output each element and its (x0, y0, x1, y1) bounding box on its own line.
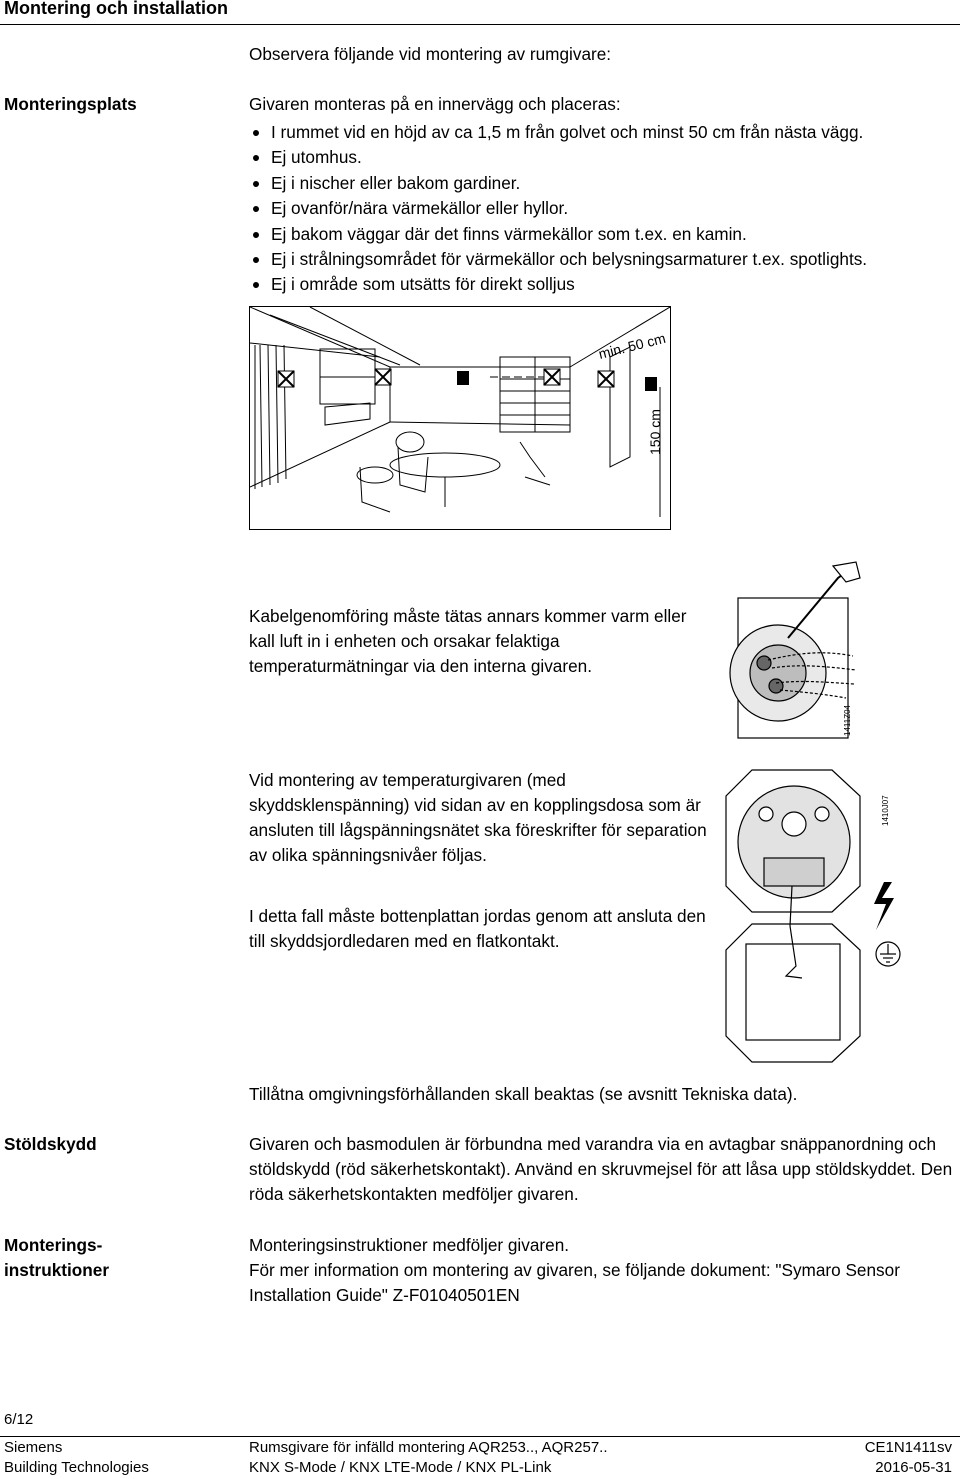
list-item: I rummet vid en höjd av ca 1,5 m från golvet och minst 50 cm från nästa vägg. (249, 120, 949, 145)
list-item: Ej utomhus. (249, 145, 949, 170)
intro-text: Observera följande vid montering av rumgivare: (249, 44, 612, 64)
cable-seal-text: Kabelgenomföring måste tätas annars kommer varm eller kall luft in i enheten och orsakar felaktiga temperaturmätningar via den interna givaren. (249, 606, 687, 676)
ambient-text: Tillåtna omgivningsförhållanden skall beaktas (se avsnitt Tekniska data). (249, 1084, 798, 1104)
list-item: Ej bakom väggar där det finns värmekällor som t.ex. en kamin. (249, 222, 949, 247)
footer-division: Building Technologies (4, 1459, 149, 1476)
footer-modes: KNX S-Mode / KNX LTE-Mode / KNX PL-Link (249, 1459, 552, 1476)
figure-code: 1410J07 (881, 795, 890, 826)
cable-seal-drawing (728, 558, 866, 756)
page-number: 6/12 (4, 1411, 34, 1428)
side-label-theft: Stöldskydd (4, 1134, 97, 1154)
footer-product: Rumsgivare för infälld montering AQR253.., AQR257.. (249, 1439, 608, 1456)
list-item: Ej ovanför/nära värmekällor eller hyllor. (249, 196, 949, 221)
footer-company: Siemens (4, 1439, 63, 1456)
theft-text: Givaren och basmodulen är förbundna med varandra via en avtagbar snäppanordning och stöldskydd (röd säkerhetskontakt). Använd en skruvmejsel för att låsa upp stöldskyddet. Den röda säkerhetskontakten medföljer givaren. (249, 1134, 953, 1204)
list-item: Ej i område som utsätts för direkt solljus (249, 272, 949, 297)
room-placement-figure (249, 306, 671, 530)
list-item: Ej i strålningsområdet för värmekällor och belysningsarmaturer t.ex. spotlights. (249, 247, 949, 272)
figure-code: 1411Z04 (843, 705, 852, 736)
instructions-line: Monteringsinstruktioner medföljer givaren. (249, 1235, 570, 1255)
side-label-montering: Monteringsplats (4, 94, 137, 114)
footer-date: 2016-05-31 (875, 1459, 952, 1476)
instructions-reference: För mer information om montering av givaren, se följande dokument: "Symaro Sensor Installation Guide" Z-F01040501EN (249, 1260, 900, 1305)
grounding-text-2: I detta fall måste bottenplattan jordas genom att ansluta den till skyddsjordledaren med en flatkontakt. (249, 906, 706, 951)
min-distance-label: min. 50 cm (596, 329, 668, 362)
grounding-text: Vid montering av temperaturgivaren (med skyddsklenspänning) vid sidan av en kopplingsdosa som är ansluten till lågspänningsnätet ska föreskrifter för separation av olika spänningsnivåer följas. (249, 770, 707, 865)
base-plate-figure (722, 766, 908, 1064)
header-divider (0, 24, 960, 25)
montering-lead: Givaren monteras på en innervägg och placeras: (249, 94, 621, 114)
side-label-instructions (4, 1233, 109, 1283)
cable-seal-figure (728, 558, 866, 756)
base-plate-drawing (722, 766, 908, 1064)
placement-list (249, 120, 949, 298)
list-item: Ej i nischer eller bakom gardiner. (249, 171, 949, 196)
section-title: Montering och installation (4, 0, 228, 18)
side-label-line: Monterings- (4, 1235, 103, 1255)
footer-divider (0, 1436, 960, 1437)
room-drawing (250, 307, 670, 529)
height-label: 150 cm (647, 409, 663, 455)
side-label-line: instruktioner (4, 1260, 110, 1280)
footer-doc-number: CE1N1411sv (864, 1439, 952, 1456)
